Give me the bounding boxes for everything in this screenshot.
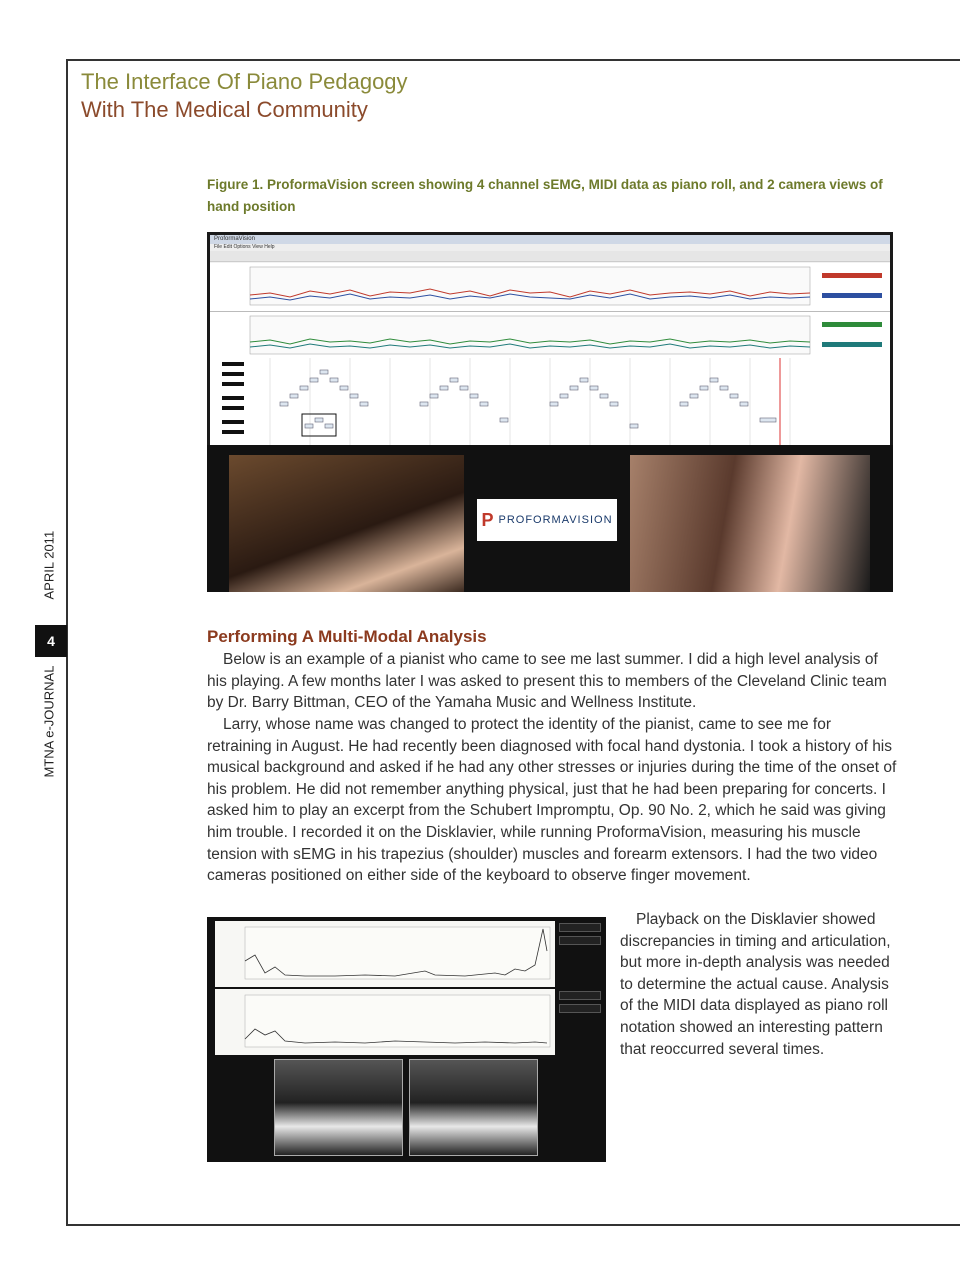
figure2-image <box>207 917 606 1162</box>
piano-roll-plot <box>210 358 890 445</box>
camera-view-left <box>229 455 464 592</box>
emg-right-plot <box>210 263 890 311</box>
software-window <box>210 235 890 445</box>
emg-top-plot <box>215 921 555 987</box>
camera-view-right-2 <box>409 1059 538 1156</box>
section-heading: Performing A Multi-Modal Analysis <box>207 627 487 646</box>
legend-swatch <box>559 1004 601 1013</box>
legend-swatch <box>559 991 601 1000</box>
sidebar-label <box>41 530 57 778</box>
emg-chart-right <box>210 263 890 312</box>
logo-text: PROFORMAVISION <box>498 514 613 526</box>
page-title <box>81 68 408 124</box>
issue-date: APRIL 2011 <box>41 530 57 600</box>
emg-left-plot <box>210 312 890 360</box>
emg-chart-bottom <box>215 989 555 1055</box>
window-toolbar <box>210 251 890 262</box>
paragraph-3 <box>620 909 895 1060</box>
camera-view-right <box>630 455 870 592</box>
camera-views <box>207 445 893 592</box>
proformavision-logo <box>477 499 617 541</box>
page-title-line1: The Interface Of Piano Pedagogy <box>81 69 408 94</box>
logo-mark: P <box>481 509 495 530</box>
paragraph-2-text: Larry, whose name was changed to protect the identity of the pianist, came to see me for retraining in August. He had recently been diagnosed with focal hand dystonia. I took a history of his musical background and asked if he had any other stresses or injuries during the time of the onset of his problem. He did not remember anything physical, just that he had been preparing for concerts. I asked him to play an excerpt from the Schubert Impromptu, Op. 90 No. 2, which he said was giving him trouble. I recorded it on the Disklavier, while running ProformaVision, measuring his muscle tension with sEMG in his trapezius (shoulder) muscles and forearm extensors. I had the two video cameras positioned on either side of the keyboard to observe finger movement. <box>207 716 897 885</box>
emg-top-legend <box>559 923 601 983</box>
figure1-caption: Figure 1. ProformaVision screen showing 4 channel sEMG, MIDI data as piano roll, and 2 camera views of hand position <box>207 177 883 214</box>
paragraph-1 <box>207 649 897 714</box>
sidebar <box>34 530 68 790</box>
page-frame-bottom <box>66 1224 960 1226</box>
page-number: 4 <box>35 625 67 657</box>
window-title: ProformaVision <box>210 235 890 244</box>
paragraph-2 <box>207 714 897 887</box>
emg-bottom-legend <box>559 991 601 1051</box>
journal-name: MTNA e-JOURNAL <box>41 666 57 778</box>
legend-swatch <box>559 923 601 932</box>
figure1-image <box>207 232 893 592</box>
camera-view-left-2 <box>274 1059 403 1156</box>
emg-chart-top <box>215 921 555 987</box>
paragraph-1-text: Below is an example of a pianist who came to see me last summer. I did a high level analysis of his playing. A few months later I was asked to present this to members of the Cleveland Clinic team by Dr. Barry Bittman, CEO of the Yamaha Music and Wellness Institute. <box>207 651 887 712</box>
legend-swatch <box>559 936 601 945</box>
emg-bottom-plot <box>215 989 555 1055</box>
page-title-line2: With The Medical Community <box>81 97 368 122</box>
emg-chart-left <box>210 312 890 361</box>
piano-roll <box>210 358 890 445</box>
page-frame-top <box>66 59 960 61</box>
paragraph-3-text: Playback on the Disklavier showed discrepancies in timing and articulation, but more in-depth analysis was needed to determine the actual cause. Analysis of the MIDI data displayed as piano roll notation showed an interesting pattern that reoccurred several times. <box>620 911 891 1058</box>
window-menu: File Edit Options View Help <box>210 244 890 251</box>
